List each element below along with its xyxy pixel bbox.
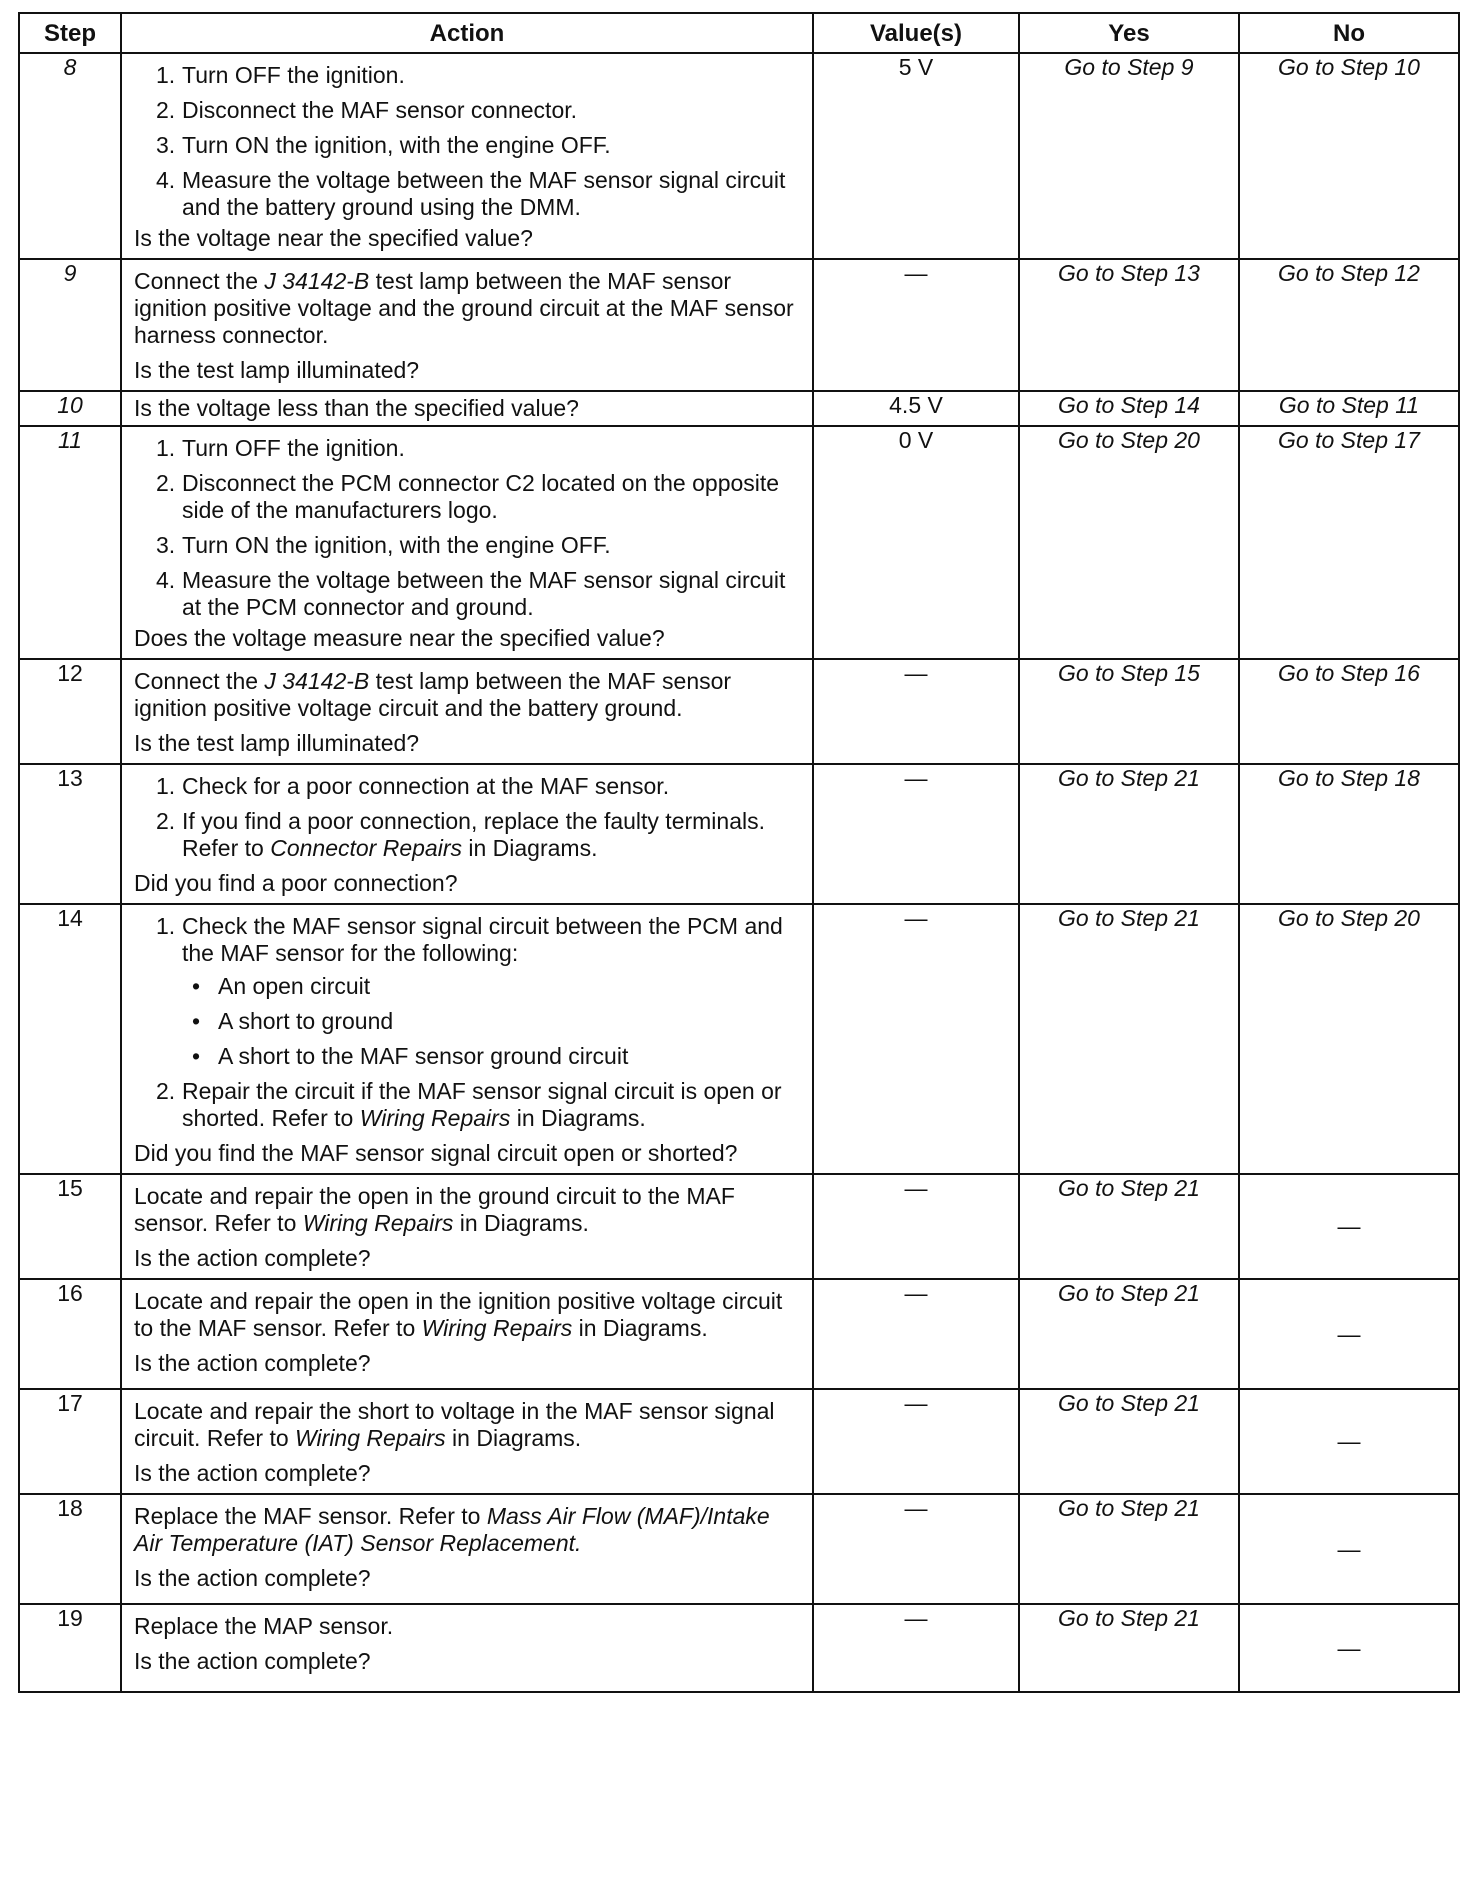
step-number: 13 xyxy=(19,764,121,904)
value-cell: — xyxy=(813,1279,1019,1389)
table-row xyxy=(19,1604,1459,1692)
bullet-item: • An open circuit xyxy=(192,973,371,999)
list-item: 2. Repair the circuit if the MAF sensor signal circuit is open or shorted. Refer to Wiring Repairs in Diagrams. xyxy=(156,1078,782,1131)
no-cell: — xyxy=(1239,1174,1459,1279)
step-number: 15 xyxy=(19,1174,121,1279)
tool-reference: J 34142-B xyxy=(264,268,370,294)
step-number: 16 xyxy=(19,1279,121,1389)
action-cell: Locate and repair the short to voltage in the MAF sensor signal circuit. Refer to Wiring Repairs in Diagrams. Is the action complete? xyxy=(121,1389,813,1494)
bullet-item: • A short to the MAF sensor ground circuit xyxy=(192,1043,629,1069)
yes-link[interactable]: Go to Step 21 xyxy=(1019,1174,1239,1279)
header-values: Value(s) xyxy=(813,13,1019,53)
wiring-repairs-reference: Wiring Repairs xyxy=(295,1425,446,1451)
question: Is the voltage near the specified value? xyxy=(134,225,533,251)
step-number: 11 xyxy=(19,426,121,659)
table-row xyxy=(19,764,1459,904)
action-cell: Replace the MAF sensor. Refer to Mass Air Flow (MAF)/Intake Air Temperature (IAT) Sensor Replacement. Is the action complete? xyxy=(121,1494,813,1604)
list-item: 3. Turn ON the ignition, with the engine OFF. xyxy=(156,532,611,558)
table-row xyxy=(19,259,1459,391)
action-cell xyxy=(121,426,813,659)
action-cell xyxy=(121,764,813,904)
header-yes: Yes xyxy=(1019,13,1239,53)
question: Is the action complete? xyxy=(134,1460,371,1486)
no-cell: — xyxy=(1239,1389,1459,1494)
value-cell: — xyxy=(813,659,1019,764)
action-cell xyxy=(121,391,813,426)
table-row xyxy=(19,426,1459,659)
table-row xyxy=(19,53,1459,259)
list-item: 2. Disconnect the MAF sensor connector. xyxy=(156,97,578,123)
list-item: 1. Turn OFF the ignition. xyxy=(156,435,405,461)
no-link[interactable]: Go to Step 17 xyxy=(1239,426,1459,659)
question: Does the voltage measure near the specified value? xyxy=(134,625,665,651)
action-cell xyxy=(121,904,813,1174)
no-link[interactable]: Go to Step 20 xyxy=(1239,904,1459,1174)
yes-link[interactable]: Go to Step 21 xyxy=(1019,764,1239,904)
value-cell: 4.5 V xyxy=(813,391,1019,426)
no-cell: — xyxy=(1239,1279,1459,1389)
action-cell: Replace the MAP sensor. Is the action complete? xyxy=(121,1604,813,1692)
sensor-replacement-reference: Mass Air Flow (MAF)/Intake Air Temperature (IAT) Sensor Replacement. xyxy=(134,1503,770,1556)
yes-link[interactable]: Go to Step 21 xyxy=(1019,1494,1239,1604)
step-number: 12 xyxy=(19,659,121,764)
connector-repairs-reference: Connector Repairs xyxy=(270,835,462,861)
question: Is the action complete? xyxy=(134,1350,371,1376)
list-item: 1. Turn OFF the ignition. xyxy=(156,62,405,88)
no-cell: — xyxy=(1239,1494,1459,1604)
yes-link[interactable]: Go to Step 15 xyxy=(1019,659,1239,764)
action-cell xyxy=(121,53,813,259)
no-link[interactable]: Go to Step 16 xyxy=(1239,659,1459,764)
table-row xyxy=(19,1279,1459,1389)
step-number: 14 xyxy=(19,904,121,1174)
value-cell: 5 V xyxy=(813,53,1019,259)
no-link[interactable]: Go to Step 11 xyxy=(1239,391,1459,426)
step-number: 19 xyxy=(19,1604,121,1692)
header-step: Step xyxy=(19,13,121,53)
question: Is the action complete? xyxy=(134,1648,371,1674)
table-row xyxy=(19,659,1459,764)
header-no: No xyxy=(1239,13,1459,53)
question: Is the action complete? xyxy=(134,1245,371,1271)
list-item: 4. Measure the voltage between the MAF sensor signal circuit at the PCM connector and ground. xyxy=(156,567,786,620)
yes-link[interactable]: Go to Step 21 xyxy=(1019,1389,1239,1494)
list-item: 4. Measure the voltage between the MAF sensor signal circuit and the battery ground using the DMM. xyxy=(156,167,786,220)
list-item: 1. Check for a poor connection at the MAF sensor. xyxy=(156,773,670,799)
value-cell: — xyxy=(813,259,1019,391)
question: Did you find a poor connection? xyxy=(134,870,458,896)
value-cell: — xyxy=(813,1604,1019,1692)
action-cell: Locate and repair the open in the ground circuit to the MAF sensor. Refer to Wiring Repairs in Diagrams. Is the action complete? xyxy=(121,1174,813,1279)
action-cell: Locate and repair the open in the ignition positive voltage circuit to the MAF sensor. Refer to Wiring Repairs in Diagrams. Is the action complete? xyxy=(121,1279,813,1389)
yes-link[interactable]: Go to Step 14 xyxy=(1019,391,1239,426)
yes-link[interactable]: Go to Step 21 xyxy=(1019,1279,1239,1389)
step-number: 18 xyxy=(19,1494,121,1604)
no-link[interactable]: Go to Step 10 xyxy=(1239,53,1459,259)
list-item: 2. Disconnect the PCM connector C2 located on the opposite side of the manufacturers logo. xyxy=(156,470,780,523)
list-item: 1. Check the MAF sensor signal circuit between the PCM and the MAF sensor for the following: • An open circuit • A short to ground • A short to the MAF sensor ground circuit xyxy=(134,913,802,1070)
tool-reference: J 34142-B xyxy=(264,668,370,694)
yes-link[interactable]: Go to Step 20 xyxy=(1019,426,1239,659)
yes-link[interactable]: Go to Step 9 xyxy=(1019,53,1239,259)
yes-link[interactable]: Go to Step 21 xyxy=(1019,904,1239,1174)
step-number: 8 xyxy=(19,53,121,259)
value-cell: — xyxy=(813,764,1019,904)
action-cell: Connect the J 34142-B test lamp between the MAF sensor ignition positive voltage circuit and the battery ground. Is the test lamp illuminated? xyxy=(121,659,813,764)
yes-link[interactable]: Go to Step 21 xyxy=(1019,1604,1239,1692)
question: Did you find the MAF sensor signal circuit open or shorted? xyxy=(134,1140,738,1166)
step-number: 9 xyxy=(19,259,121,391)
wiring-repairs-reference: Wiring Repairs xyxy=(302,1210,454,1236)
diagnostic-table xyxy=(18,12,1460,1693)
header-action: Action xyxy=(121,13,813,53)
list-item: 2. If you find a poor connection, replace the faulty terminals. Refer to Connector Repairs in Diagrams. xyxy=(156,808,765,861)
header-row xyxy=(19,13,1459,53)
table-row xyxy=(19,391,1459,426)
yes-link[interactable]: Go to Step 13 xyxy=(1019,259,1239,391)
value-cell: — xyxy=(813,1174,1019,1279)
list-item: 3. Turn ON the ignition, with the engine OFF. xyxy=(156,132,611,158)
no-cell: — xyxy=(1239,1604,1459,1692)
table-row xyxy=(19,1174,1459,1279)
no-link[interactable]: Go to Step 12 xyxy=(1239,259,1459,391)
bullet-item: • A short to ground xyxy=(192,1008,394,1034)
table-row xyxy=(19,1389,1459,1494)
value-cell: 0 V xyxy=(813,426,1019,659)
wiring-repairs-reference: Wiring Repairs xyxy=(421,1315,573,1341)
no-link[interactable]: Go to Step 18 xyxy=(1239,764,1459,904)
question: Is the action complete? xyxy=(134,1565,371,1591)
question: Is the test lamp illuminated? xyxy=(134,357,420,383)
value-cell: — xyxy=(813,1494,1019,1604)
step-number: 10 xyxy=(19,391,121,426)
table-row xyxy=(19,904,1459,1174)
question: Is the test lamp illuminated? xyxy=(134,730,420,756)
step-number: 17 xyxy=(19,1389,121,1494)
question: Is the voltage less than the specified value? xyxy=(134,395,579,421)
wiring-repairs-reference: Wiring Repairs xyxy=(359,1105,511,1131)
value-cell: — xyxy=(813,904,1019,1174)
value-cell: — xyxy=(813,1389,1019,1494)
action-cell: Connect the J 34142-B test lamp between the MAF sensor ignition positive voltage and the ground circuit at the MAF sensor harness connector. Is the test lamp illuminated? xyxy=(121,259,813,391)
table-row xyxy=(19,1494,1459,1604)
